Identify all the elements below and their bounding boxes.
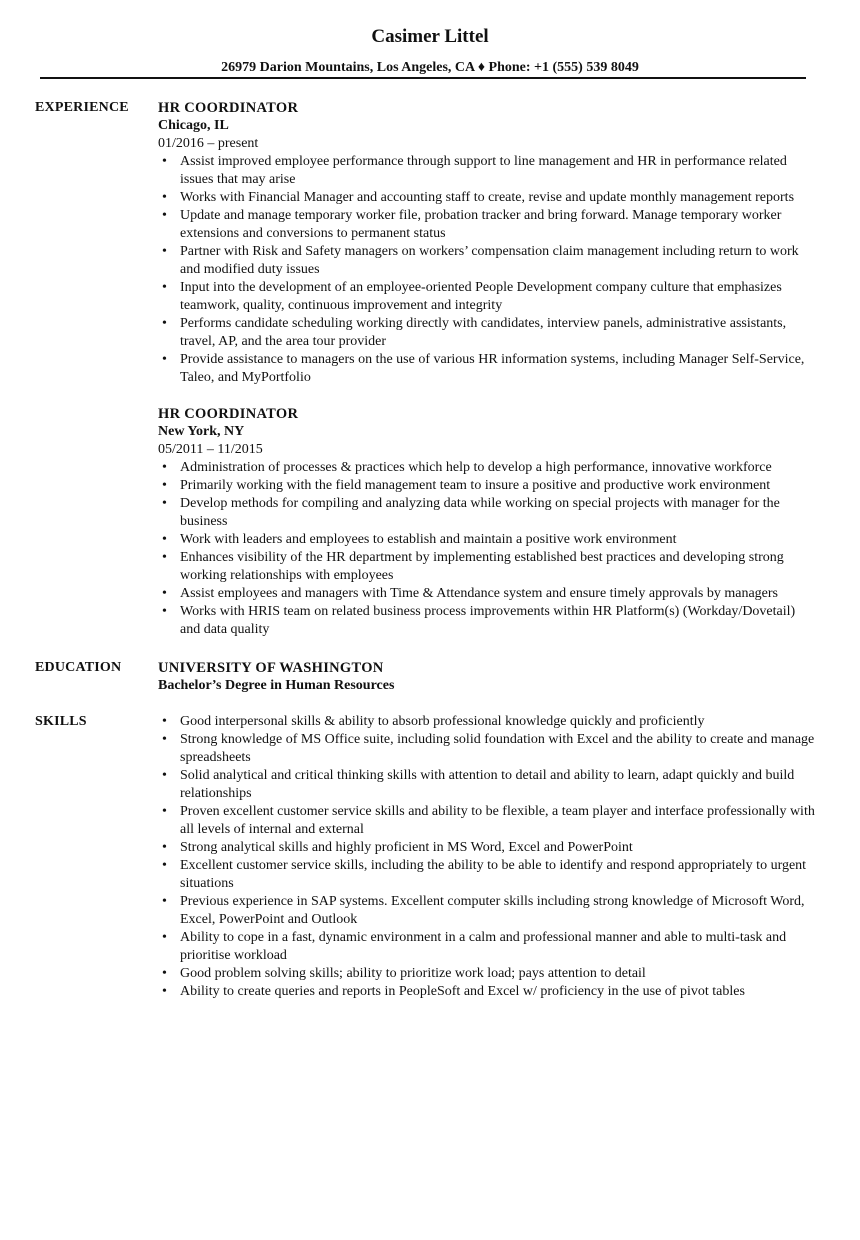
list-item: • Previous experience in SAP systems. Excellent computer skills including strong knowledge of Microsoft Word, Excel, PowerPoint and Outlook xyxy=(158,893,818,929)
list-item: • Administration of processes & practices which help to develop a high performance, innovative workforce xyxy=(158,459,818,477)
school-name: UNIVERSITY OF WASHINGTON xyxy=(158,660,384,676)
skills-section xyxy=(0,713,860,1001)
experience-section xyxy=(0,99,860,639)
job-title: HR COORDINATOR xyxy=(158,100,299,116)
list-item: • Provide assistance to managers on the use of various HR information systems, including Manager Self-Service, Taleo, and MyPortfolio xyxy=(158,351,818,387)
degree: Bachelor’s Degree in Human Resources xyxy=(158,678,395,693)
job-dates: 05/2011 – 11/2015 xyxy=(158,442,263,457)
skills-heading: SKILLS xyxy=(35,714,87,729)
skills-list xyxy=(158,713,818,1001)
job-entry xyxy=(158,405,818,639)
list-item: • Update and manage temporary worker file, probation tracker and bring forward. Manage temporary worker extensions and conversions to permanent status xyxy=(158,207,818,243)
education-section xyxy=(0,659,860,695)
list-item: • Primarily working with the field management team to insure a positive and productive work environment xyxy=(158,477,818,495)
list-item: • Good interpersonal skills & ability to absorb professional knowledge quickly and proficiently xyxy=(158,713,818,731)
list-item: • Ability to create queries and reports in PeopleSoft and Excel w/ proficiency in the use of pivot tables xyxy=(158,983,818,1001)
list-item: • Excellent customer service skills, including the ability to be able to identify and respond appropriately to urgent situations xyxy=(158,857,818,893)
skills-body xyxy=(158,713,818,1001)
contact-line: 26979 Darion Mountains, Los Angeles, CA ♦ Phone: +1 (555) 539 8049 xyxy=(221,60,639,75)
education-body xyxy=(158,659,818,695)
list-item: • Strong analytical skills and highly proficient in MS Word, Excel and PowerPoint xyxy=(158,839,818,857)
list-item: • Good problem solving skills; ability to prioritize work load; pays attention to detail xyxy=(158,965,818,983)
job-duties-list xyxy=(158,153,818,387)
list-item: • Enhances visibility of the HR department by implementing established best practices and developing strong working relationships with employees xyxy=(158,549,818,585)
list-item: • Strong knowledge of MS Office suite, including solid foundation with Excel and the ability to create and manage spreadsheets xyxy=(158,731,818,767)
experience-heading: EXPERIENCE xyxy=(35,100,129,115)
list-item: • Solid analytical and critical thinking skills with attention to detail and ability to learn, adapt quickly and build relationships xyxy=(158,767,818,803)
header-divider xyxy=(40,77,806,79)
list-item: • Works with HRIS team on related business process improvements within HR Platform(s) (Workday/Dovetail) and data quality xyxy=(158,603,818,639)
list-item: • Ability to cope in a fast, dynamic environment in a calm and professional manner and able to multi-task and prioritise workload xyxy=(158,929,818,965)
job-location: New York, NY xyxy=(158,424,245,439)
list-item: • Assist employees and managers with Time & Attendance system and ensure timely approvals by managers xyxy=(158,585,818,603)
job-dates: 01/2016 – present xyxy=(158,136,259,151)
list-item: • Work with leaders and employees to establish and maintain a positive work environment xyxy=(158,531,818,549)
list-item: • Input into the development of an employee-oriented People Development company culture that emphasizes teamwork, quality, continuous improvement and integrity xyxy=(158,279,818,315)
education-heading: EDUCATION xyxy=(35,660,122,675)
list-item: • Develop methods for compiling and analyzing data while working on special projects with manager for the business xyxy=(158,495,818,531)
list-item: • Assist improved employee performance through support to line management and HR in performance related issues that may arise xyxy=(158,153,818,189)
list-item: • Works with Financial Manager and accounting staff to create, revise and update monthly management reports xyxy=(158,189,818,207)
job-duties-list xyxy=(158,459,818,639)
candidate-name: Casimer Littel xyxy=(371,26,489,47)
job-location: Chicago, IL xyxy=(158,118,229,133)
resume-content xyxy=(0,99,860,1001)
experience-body xyxy=(158,99,818,639)
job-entry xyxy=(158,99,818,387)
list-item: • Proven excellent customer service skills and ability to be flexible, a team player and interface professionally with all levels of internal and external xyxy=(158,803,818,839)
list-item: • Partner with Risk and Safety managers on workers’ compensation claim management including return to work and modified duty issues xyxy=(158,243,818,279)
job-title: HR COORDINATOR xyxy=(158,406,299,422)
list-item: • Performs candidate scheduling working directly with candidates, interview panels, administrative assistants, travel, AP, and the area tour provider xyxy=(158,315,818,351)
